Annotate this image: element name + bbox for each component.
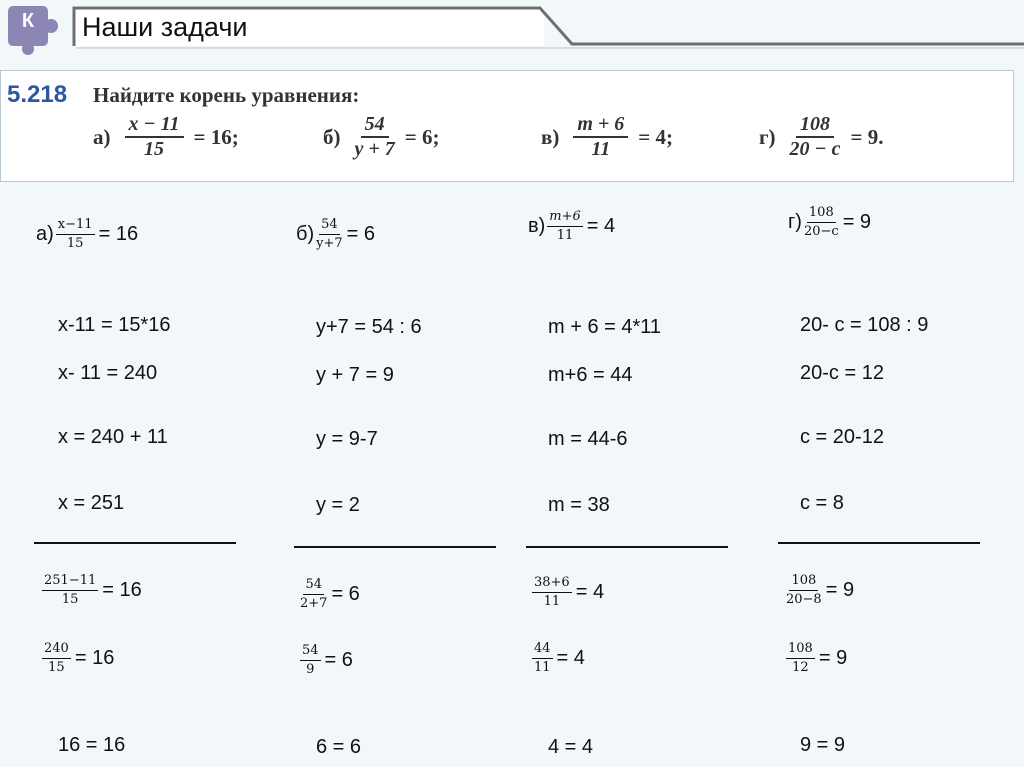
check-result: 4 = 4 xyxy=(548,736,594,758)
task-item-label: а) xyxy=(93,124,111,149)
check-result: 6 = 6 xyxy=(316,736,362,758)
fraction: $\frac{44}{11}$ xyxy=(534,641,551,675)
check-step: $\frac{251-11}{15}$ = 16 xyxy=(44,573,142,607)
task-rhs: = 16; xyxy=(193,124,239,149)
solution-step: x = 240 + 11 xyxy=(58,426,168,448)
check-step: $\frac{240}{15}$ = 16 xyxy=(44,641,115,675)
check-step: $\frac{108}{12}$ = 9 xyxy=(788,641,848,675)
solution-step: x- 11 = 240 xyxy=(58,362,158,384)
equation: а) $\frac{x-11}{15}$ = 16 xyxy=(36,217,139,251)
divider-line xyxy=(778,542,980,544)
fraction: $\frac{54}{9}$ xyxy=(302,643,319,677)
check-step: $\frac{54}{9}$ = 6 xyxy=(302,643,353,677)
equation: г) $\frac{108}{20-c}$ = 9 xyxy=(788,205,872,239)
solution-step: y+7 = 54 : 6 xyxy=(316,316,422,338)
equation: в) $\frac{m+6}{11}$ = 4 xyxy=(528,209,616,243)
task-item-label: б) xyxy=(323,124,341,149)
solution-step: c = 20-12 xyxy=(800,426,884,448)
solution-step: m+6 = 44 xyxy=(548,364,633,386)
solution-step: y + 7 = 9 xyxy=(316,364,394,386)
task-item-label: г) xyxy=(759,124,776,149)
task-fraction: $\frac{x - 11}{15}$ xyxy=(125,113,184,161)
solution-step: 20-c = 12 xyxy=(800,362,884,384)
fraction: $\frac{x-11}{15}$ xyxy=(57,217,93,251)
divider-line xyxy=(526,546,728,548)
task-fraction: $\frac{108}{20 - c}$ xyxy=(789,113,841,160)
task-statement xyxy=(0,70,1014,182)
check-step: $\frac{108}{20-8}$ = 9 xyxy=(786,573,855,607)
equation: б) $\frac{54}{y+7}$ = 6 xyxy=(296,217,375,251)
check-step: $\frac{44}{11}$ = 4 xyxy=(534,641,585,675)
fraction: $\frac{108}{20-8}$ xyxy=(786,573,822,607)
task-item-label: в) xyxy=(541,124,560,149)
task-rhs: = 6; xyxy=(404,124,440,149)
slide-header xyxy=(0,0,1024,56)
task-rhs: = 9. xyxy=(850,124,884,149)
task-fraction: $\frac{m + 6}{11}$ xyxy=(573,113,628,161)
divider-line xyxy=(34,542,236,544)
solution-step: m + 6 = 4*11 xyxy=(548,316,662,338)
fraction: $\frac{240}{15}$ xyxy=(44,641,69,675)
task-item-a xyxy=(93,113,239,161)
fraction: $\frac{108}{20-c}$ xyxy=(803,205,839,239)
check-result: 9 = 9 xyxy=(800,734,846,756)
fraction: $\frac{54}{y+7}$ xyxy=(316,217,343,251)
check-step: $\frac{54}{2+7}$ = 6 xyxy=(300,577,360,611)
task-item-b xyxy=(323,113,440,161)
fraction: $\frac{251-11}{15}$ xyxy=(44,573,97,607)
page-title: Наши задачи xyxy=(82,12,248,42)
solution-step: y = 2 xyxy=(316,494,360,516)
check-step: $\frac{38+6}{11}$ = 4 xyxy=(534,575,605,609)
fraction: $\frac{108}{12}$ xyxy=(788,641,813,675)
divider-line xyxy=(294,546,496,548)
solution-step: y = 9-7 xyxy=(316,428,378,450)
task-fraction: $\frac{54}{y + 7}$ xyxy=(354,113,395,160)
solution-step: x = 251 xyxy=(58,492,125,514)
task-text: Найдите корень уравнения: xyxy=(93,83,360,107)
fraction: $\frac{m+6}{11}$ xyxy=(549,209,581,243)
task-item-d xyxy=(759,113,884,161)
fraction: $\frac{38+6}{11}$ xyxy=(534,575,570,609)
task-rhs: = 4; xyxy=(638,124,674,149)
solution-step: c = 8 xyxy=(800,492,844,514)
solution-step: 20- c = 108 : 9 xyxy=(800,314,929,336)
check-result: 16 = 16 xyxy=(58,734,126,756)
task-item-c xyxy=(541,113,673,161)
fraction: $\frac{54}{2+7}$ xyxy=(300,577,328,611)
section-badge: К xyxy=(21,10,35,32)
solution-step: x-11 = 15*16 xyxy=(58,314,171,336)
solution-step: m = 44-6 xyxy=(548,428,628,450)
task-number: 5.218 xyxy=(7,81,68,108)
solution-step: m = 38 xyxy=(548,494,610,516)
